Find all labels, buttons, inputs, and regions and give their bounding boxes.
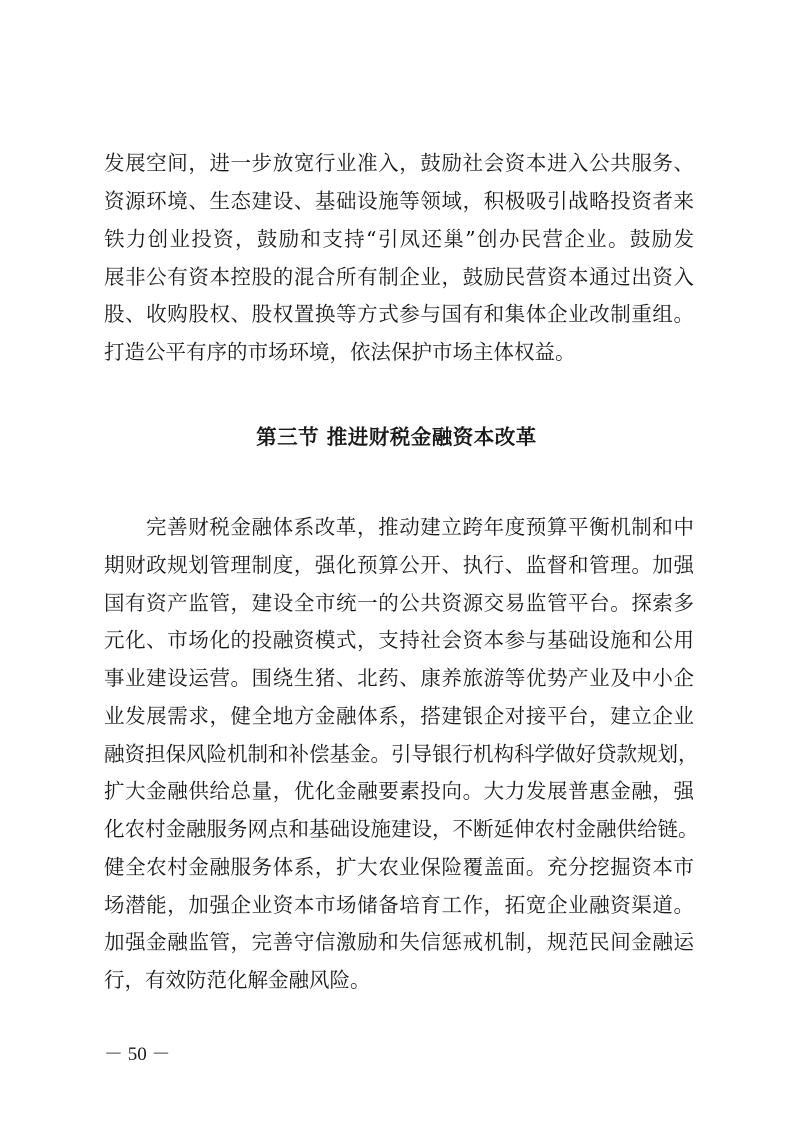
section-heading: 第三节 推进财税金融资本改革	[256, 425, 537, 449]
page-number: － 50 －	[104, 1044, 171, 1065]
paragraph-2-line: 元化、市场化的投融资模式，支持社会资本参与基础设施和公用	[104, 628, 694, 652]
paragraph-2-line: 融资担保风险机制和补偿基金。引导银行机构科学做好贷款规划，	[104, 742, 699, 766]
paragraph-2-line: 加强金融监管，完善守信激励和失信惩戒机制，规范民间金融运	[104, 930, 694, 954]
paragraph-2-line: 国有资产监管，建设全市统一的公共资源交易监管平台。探索多	[104, 591, 694, 615]
paragraph-1-line: 资源环境、生态建设、基础设施等领域，积极吸引战略投资者来	[104, 189, 694, 213]
paragraph-1-line: 股、收购股权、股权置换等方式参与国有和集体企业改制重组。	[104, 302, 694, 326]
paragraph-2-line: 行，有效防范化解金融风险。	[104, 968, 371, 992]
paragraph-2-line: 期财政规划管理制度，强化预算公开、执行、监督和管理。加强	[104, 553, 694, 577]
paragraph-1-line: 打造公平有序的市场环境，依法保护市场主体权益。	[104, 340, 576, 364]
paragraph-2-line: 业发展需求，健全地方金融体系，搭建银企对接平台，建立企业	[104, 704, 694, 728]
paragraph-2-line: 完善财税金融体系改革，推动建立跨年度预算平衡机制和中	[146, 515, 694, 539]
paragraph-1-line: 发展空间，进一步放宽行业准入，鼓励社会资本进入公共服务、	[104, 151, 694, 175]
paragraph-2-line: 场潜能，加强企业资本市场储备培育工作，拓宽企业融资渠道。	[104, 893, 694, 917]
paragraph-1-line: 展非公有资本控股的混合所有制企业，鼓励民营资本通过出资入	[104, 265, 694, 289]
paragraph-1-line: 铁力创业投资，鼓励和支持“引凤还巢”创办民营企业。鼓励发	[104, 227, 694, 251]
paragraph-2-line: 扩大金融供给总量，优化金融要素投向。大力发展普惠金融，强	[104, 779, 694, 803]
paragraph-2-line: 事业建设运营。围绕生猪、北药、康养旅游等优势产业及中小企	[104, 666, 694, 690]
paragraph-2-line: 健全农村金融服务体系，扩大农业保险覆盖面。充分挖掘资本市	[104, 855, 694, 879]
paragraph-2-line: 化农村金融服务网点和基础设施建设，不断延伸农村金融供给链。	[104, 817, 699, 841]
